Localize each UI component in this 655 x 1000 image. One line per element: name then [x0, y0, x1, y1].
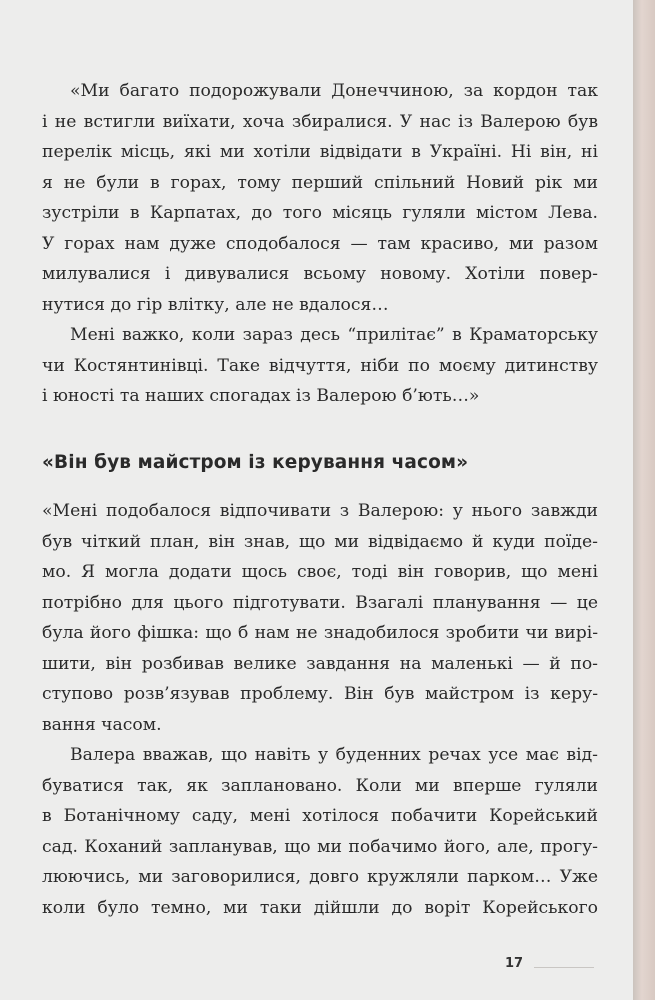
text-line: «Мені подобалося відпочивати з Валерою: у нього завжди — [42, 501, 598, 521]
text-line: У горах нам дуже сподобалося — там красиво, ми разом — [42, 233, 598, 254]
text-line: коли було темно, ми таки дійшли до воріт Корейського — [42, 897, 598, 918]
text-line: Валера вважав, що навіть у буденних речах усе має від- — [70, 745, 598, 765]
text-line: люючись, ми заговорилися, довго кружляли парком… Уже — [42, 867, 598, 887]
text-line: буватися так, як заплановано. Коли ми вперше гуляли — [42, 775, 598, 796]
body-text-section-2 — [42, 496, 598, 923]
page-number: 17 — [505, 956, 524, 971]
text-line: і не встигли виїхати, хоча збиралися. У нас із Валерою був — [42, 111, 598, 132]
text-line: Мені важко, коли зараз десь “прилітає” в Краматорську — [70, 325, 598, 345]
section-heading: «Він був майстром із керування часом» — [42, 452, 469, 473]
text-line: милувалися і дивувалися всьому новому. Хотіли повер- — [42, 264, 598, 284]
text-line: шити, він розбивав велике завдання на маленькі — й по- — [42, 653, 598, 674]
text-line: вання часом. — [42, 714, 162, 735]
text-line: нутися до гір влітку, але не вдалося… — [42, 294, 389, 315]
text-line: перелік місць, які ми хотіли відвідати в Україні. Ні він, ні — [42, 142, 598, 162]
text-line: був чіткий план, він знав, що ми відвідаємо й куди поїде- — [42, 531, 598, 552]
text-line: потрібно для цього підготувати. Взагалі планування — це — [42, 592, 598, 613]
text-line: ступово розв’язував проблему. Він був майстром із керу- — [42, 684, 598, 704]
text-line: зустріли в Карпатах, до того місяць гуляли містом Лева. — [42, 203, 598, 223]
text-line: в Ботанічному саду, мені хотілося побачити Корейський — [42, 806, 598, 826]
body-text-section-1 — [42, 76, 598, 412]
text-line: «Ми багато подорожували Донеччиною, за кордон так — [70, 81, 598, 101]
text-line: я не були в горах, тому перший спільний Новий рік ми — [42, 172, 598, 193]
footer-rule — [534, 967, 594, 968]
text-line: мо. Я могла додати щось своє, тоді він говорив, що мені — [42, 562, 598, 582]
text-line: чи Костянтинівці. Таке відчуття, ніби по моєму дитинству — [42, 355, 598, 376]
text-line: і юності та наших спогадах із Валерою б’ють…» — [42, 386, 480, 406]
page-edge — [633, 0, 655, 1000]
text-line: була його фішка: що б нам не знадобилося зробити чи вирі- — [42, 623, 598, 643]
text-line: сад. Коханий запланував, що ми побачимо його, але, прогу- — [42, 836, 598, 857]
